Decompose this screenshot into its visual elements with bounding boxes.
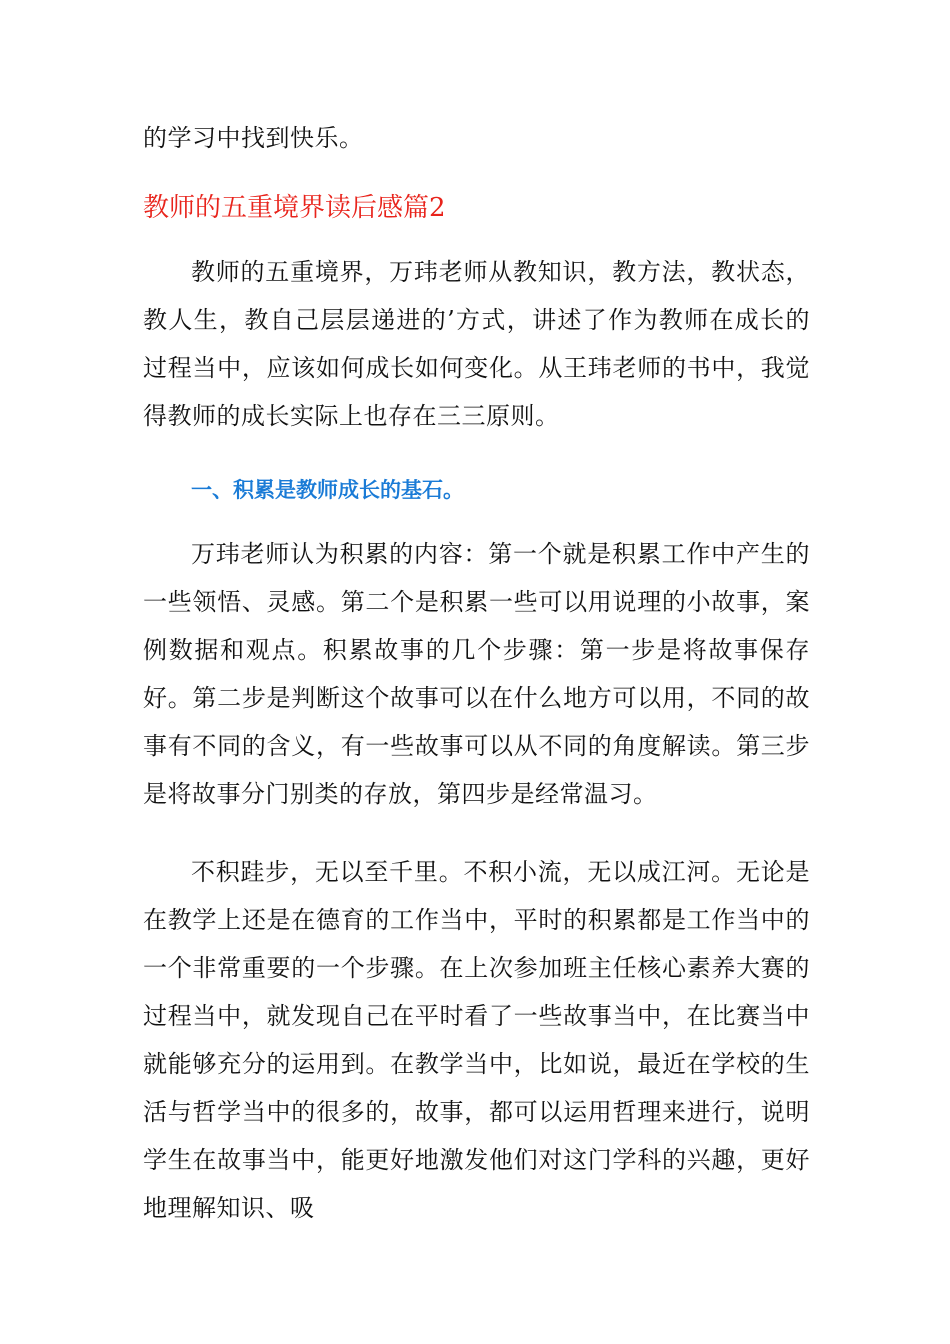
section-title: 教师的五重境界读后感篇2	[143, 193, 446, 223]
paragraph-accumulation-example: 不积跬步，无以至千里。不积小流，无以成江河。无论是在教学上还是在德育的工作当中，平时的积累都是工作当中的一个非常重要的一个步骤。在上次参加班主任核心素养大赛的过程当中，就发现自己在平时看了一些故事当中，在比赛当中就能够充分的运用到。在教学当中，比如说，最近在学校的生活与哲学当中的很多的，故事，都可以运用哲理来进行，说明学生在故事当中，能更好地激发他们对这门学科的兴趣，更好地理解知识、吸	[143, 858, 810, 1222]
paragraph-intro: 教师的五重境界，万玮老师从教知识，教方法，教状态，教人生，教自己层层递进的’方式，讲述了作为教师在成长的过程当中，应该如何成长如何变化。从王玮老师的书中，我觉得教师的成长实际上也存在三三原则。	[143, 258, 810, 430]
continuation-text: 的学习中找到快乐。	[143, 124, 364, 152]
paragraph-accumulation-steps: 万玮老师认为积累的内容：第一个就是积累工作中产生的一些领悟、灵感。第二个是积累一些可以用说理的小故事，案例数据和观点。积累故事的几个步骤：第一步是将故事保存好。第二步是判断这个故事可以在什么地方可以用，不同的故事有不同的含义，有一些故事可以从不同的角度解读。第三步是将故事分门别类的存放，第四步是经常温习。	[143, 540, 810, 808]
subheading-accumulation: 一、积累是教师成长的基石。	[191, 478, 464, 502]
